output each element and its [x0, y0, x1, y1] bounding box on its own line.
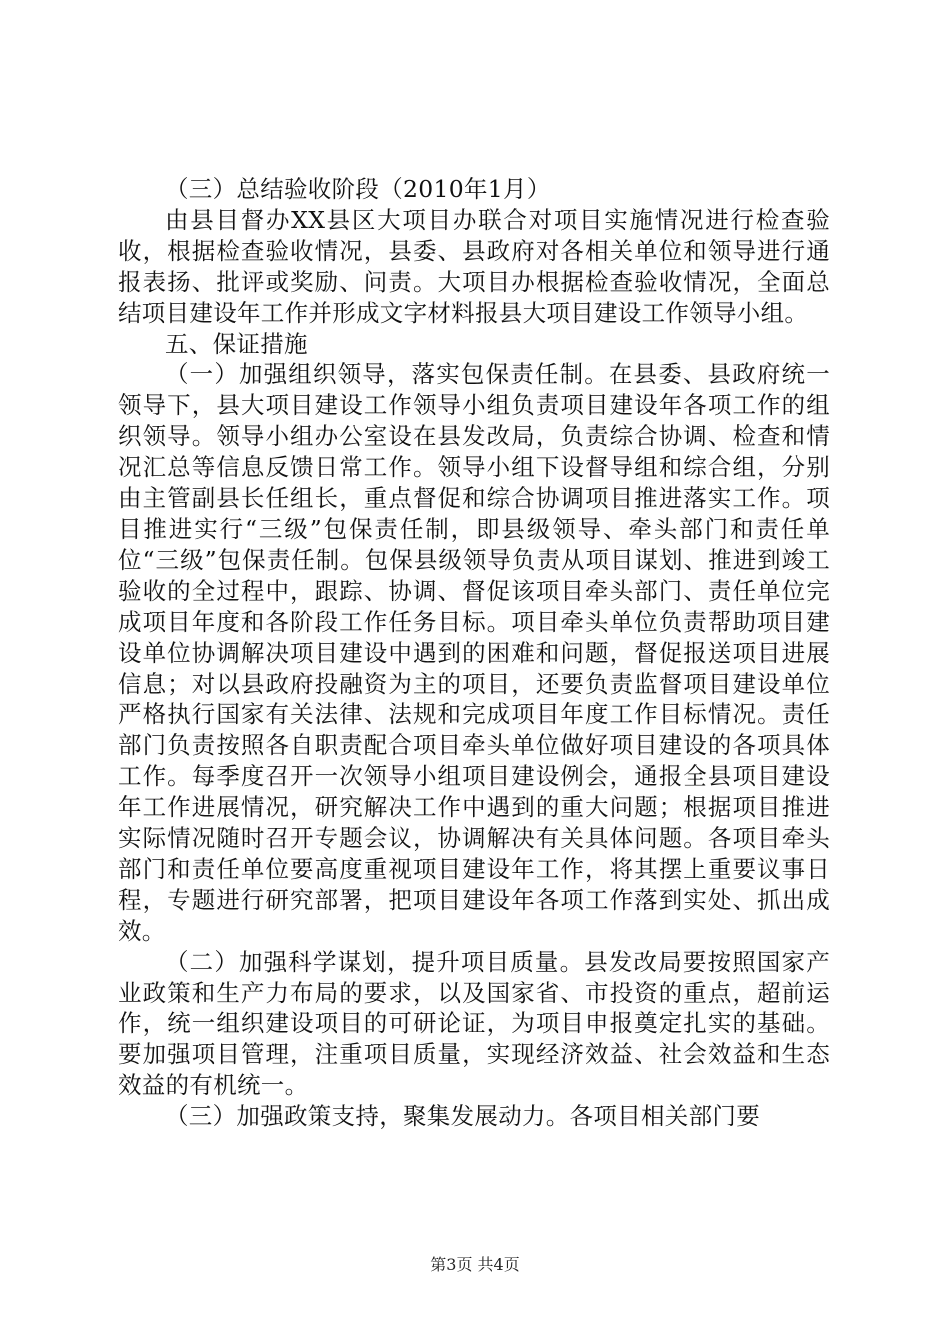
page-number-footer: 第3页 共4页	[430, 1255, 520, 1274]
paragraph-acceptance-details: 由县目督办XX县区大项目办联合对项目实施情况进行检查验收，根据检查验收情况，县委、县政府对各相关单位和领导进行通报表扬、批评或奖励、问责。大项目办根据检查验收情况，全面总结项目建设年工作并形成文字材料报县大项目建设工作领导小组。	[118, 205, 830, 327]
paragraph-organization-leadership: （一）加强组织领导，落实包保责任制。在县委、县政府统一领导下，县大项目建设工作领导小组负责项目建设年各项工作的组织领导。领导小组办公室设在县发改局，负责综合协调、检查和情况汇总等信息反馈日常工作。领导小组下设督导组和综合组，分别由主管副县长任组长，重点督促和综合协调项目推进落实工作。项目推进实行“三级”包保责任制，即县级领导、牵头部门和责任单位“三级”包保责任制。包保县级领导负责从项目谋划、推进到竣工验收的全过程中，跟踪、协调、督促该项目牵头部门、责任单位完成项目年度和各阶段工作任务目标。项目牵头单位负责帮助项目建设单位协调解决项目建设中遇到的困难和问题，督促报送项目进展信息；对以县政府投融资为主的项目，还要负责监督项目建设单位严格执行国家有关法律、法规和完成项目年度工作目标情况。责任部门负责按照各自职责配合项目牵头单位做好项目建设的各项具体工作。每季度召开一次领导小组项目建设例会，通报全县项目建设年工作进展情况，研究解决工作中遇到的重大问题；根据项目推进实际情况随时召开专题会议，协调解决有关具体问题。各项目牵头部门和责任单位要高度重视项目建设年工作，将其摆上重要议事日程，专题进行研究部署，把项目建设年各项工作落到实处、抓出成效。	[118, 360, 830, 945]
section-heading-safeguards: 五、保证措施	[165, 329, 308, 358]
section-heading-acceptance-stage: （三）总结验收阶段（2010年1月）	[165, 175, 551, 203]
paragraph-policy-support: （三）加强政策支持，聚集发展动力。各项目相关部门要	[165, 1102, 760, 1131]
paragraph-scientific-planning: （二）加强科学谋划，提升项目质量。县发改局要按照国家产业政策和生产力布局的要求，以及国家省、市投资的重点，超前运作，统一组织建设项目的可研论证，为项目申报奠定扎实的基础。要加强项目管理，注重项目质量，实现经济效益、社会效益和生态效益的有机统一。	[118, 947, 830, 1100]
document-body	[118, 174, 830, 1132]
